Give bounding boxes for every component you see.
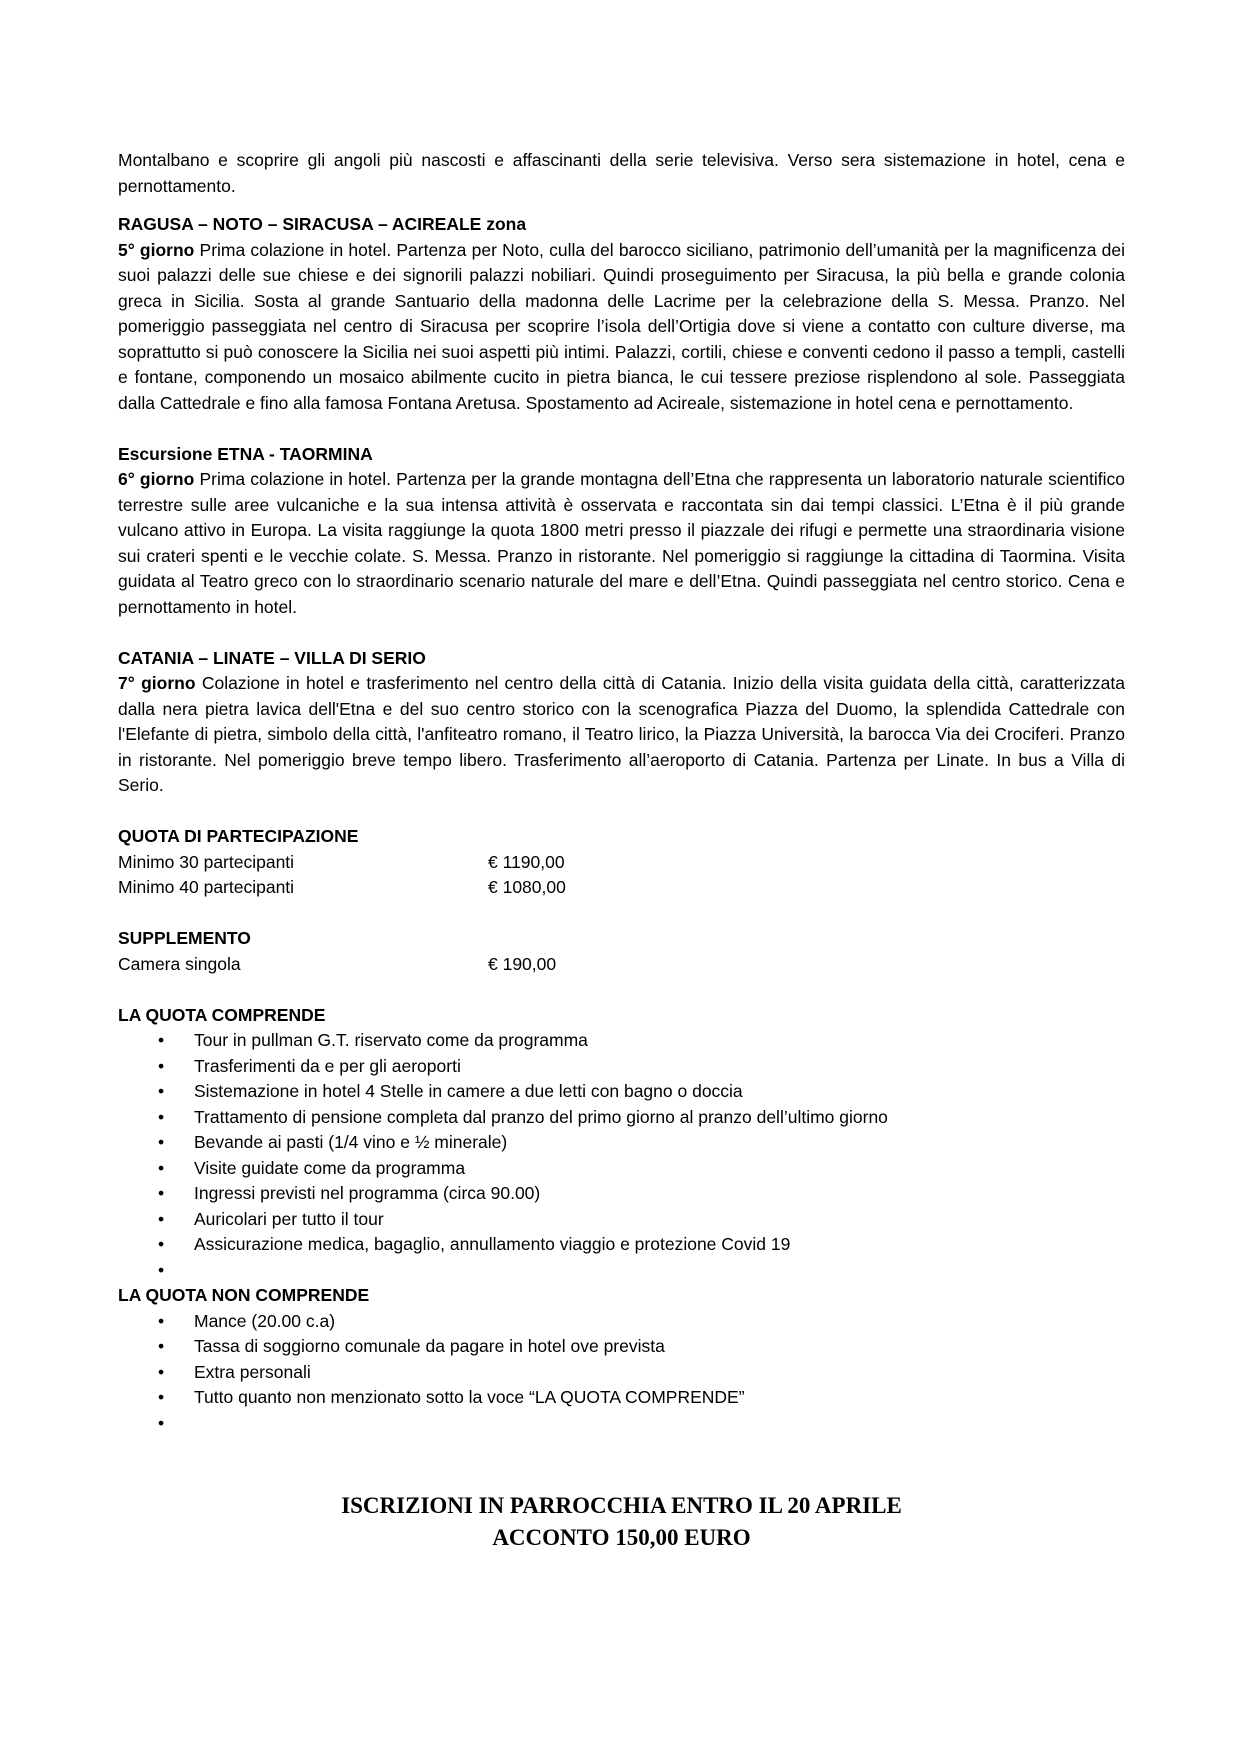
day6-text: Prima colazione in hotel. Partenza per la grande montagna dell’Etna che rappresenta un laboratorio naturale scientifico terrestre sulle aree vulcaniche e la sua intensa attività è osservata e raccontata sin dai tempi classici. L’Etna è il più grande vulcano attivo in Europa. La visita raggiunge la quota 1800 metri presso il piazzale dei rifugi e permette una straordinaria visione sui crateri spenti e le vecchie colate. S. Messa. Pranzo in ristorante. Nel pomeriggio si raggiunge la cittadina di Taormina. Visita guidata al Teatro greco con lo straordinario scenario naturale del mare e dell’Etna. Quindi passeggiata nel centro storico. Cena e pernottamento in hotel.	[118, 469, 1125, 617]
price-label: Camera singola	[118, 953, 241, 974]
registration-notice	[118, 1490, 1125, 1554]
list-item: • Auricolari per tutto il tour	[118, 1207, 1125, 1233]
list-item: • Visite guidate come da programma	[118, 1156, 1125, 1182]
list-item: • Tutto quanto non menzionato sotto la voce “LA QUOTA COMPRENDE”	[118, 1385, 1125, 1411]
quota-heading: QUOTA DI PARTECIPAZIONE	[118, 826, 359, 846]
price-row	[118, 952, 1125, 978]
registration-deadline: ISCRIZIONI IN PARROCCHIA ENTRO IL 20 APRILE	[341, 1493, 902, 1518]
list-item: • Trattamento di pensione completa dal pranzo del primo giorno al pranzo dell’ultimo giorno	[118, 1105, 1125, 1131]
list-item: • Tassa di soggiorno comunale da pagare in hotel ove prevista	[118, 1334, 1125, 1360]
day5-text: Prima colazione in hotel. Partenza per Noto, culla del barocco siciliano, patrimonio dell’umanità per la magnificenza dei suoi palazzi delle sue chiese e dei signorili palazzi nobiliari. Quindi proseguimento per Siracusa, la più bella e grande colonia greca in Sicilia. Sosta al grande Santuario della madonna delle Lacrime per la celebrazione della S. Messa. Pranzo. Nel pomeriggio passeggiata nel centro di Siracusa per scoprire l’isola dell’Ortigia dove si viene a contatto con culture diverse, ma soprattutto si può conoscere la Sicilia nei suoi aspetti più intimi. Palazzi, cortili, chiese e conventi cedono il passo a templi, castelli e fontane, componendo un mosaico abilmente cucito in pietra bianca, le cui tessere preziose risplendono al sole. Passeggiata dalla Cattedrale e fino alla famosa Fontana Aretusa. Spostamento ad Acireale, sistemazione in hotel cena e pernottamento.	[118, 239, 1125, 413]
list-item: • Extra personali	[118, 1360, 1125, 1386]
day6-label: 6° giorno	[118, 469, 195, 489]
day5-label: 5° giorno	[118, 239, 195, 260]
day5-heading: RAGUSA – NOTO – SIRACUSA – ACIREALE zona	[118, 214, 527, 234]
day6-heading: Escursione ETNA - TAORMINA	[118, 443, 373, 464]
price-label: Minimo 30 partecipanti	[118, 851, 295, 872]
deposit-amount: ACCONTO 150,00 EURO	[492, 1525, 751, 1550]
day7-label: 7° giorno	[118, 673, 196, 693]
list-item: • Trasferimenti da e per gli aeroporti	[118, 1054, 1125, 1080]
list-item: • Ingressi previsti nel programma (circa 90.00)	[118, 1181, 1125, 1207]
list-item: • Assicurazione medica, bagaglio, annullamento viaggio e protezione Covid 19	[118, 1232, 1125, 1258]
list-item: • Mance (20.00 c.a)	[118, 1309, 1125, 1335]
list-item	[118, 1411, 1125, 1437]
day7-paragraph	[118, 671, 1125, 799]
price-label: Minimo 40 partecipanti	[118, 877, 295, 897]
list-item: • Sistemazione in hotel 4 Stelle in camere a due letti con bagno o doccia	[118, 1079, 1125, 1105]
list-item: • Bevande ai pasti (1/4 vino e ½ minerale)	[118, 1130, 1125, 1156]
list-item	[118, 1258, 1125, 1284]
day5-paragraph	[118, 238, 1125, 417]
price-row	[118, 875, 1125, 901]
price-value: € 1080,00	[488, 877, 566, 897]
supplemento-heading: SUPPLEMENTO	[118, 928, 251, 948]
intro-paragraph: Montalbano e scoprire gli angoli più nascosti e affascinanti della serie televisiva. Verso sera sistemazione in hotel, cena e pernottamento.	[118, 150, 1125, 196]
document-body	[118, 148, 1125, 1436]
day6-paragraph	[118, 467, 1125, 620]
non-comprende-list	[118, 1309, 1125, 1437]
day7-text: Colazione in hotel e trasferimento nel centro della città di Catania. Inizio della visita guidata della città, caratterizzata dalla nera pietra lavica dell'Etna e del suo centro storico con la scenografica Piazza del Duomo, la splendida Cattedrale con l'Elefante di pietra, simbolo della città, l'anfiteatro romano, il Teatro lirico, la Piazza Università, la barocca Via dei Crociferi. Pranzo in ristorante. Nel pomeriggio breve tempo libero. Trasferimento all’aeroporto di Catania. Partenza per Linate. In bus a Villa di Serio.	[118, 673, 1125, 795]
price-value: € 190,00	[488, 953, 557, 974]
comprende-heading: LA QUOTA COMPRENDE	[118, 1004, 326, 1025]
non-comprende-heading: LA QUOTA NON COMPRENDE	[118, 1285, 370, 1305]
day7-heading: CATANIA – LINATE – VILLA DI SERIO	[118, 647, 426, 668]
price-value: € 1190,00	[488, 851, 565, 872]
comprende-list	[118, 1028, 1125, 1283]
price-row	[118, 850, 1125, 876]
list-item: • Tour in pullman G.T. riservato come da programma	[118, 1028, 1125, 1054]
